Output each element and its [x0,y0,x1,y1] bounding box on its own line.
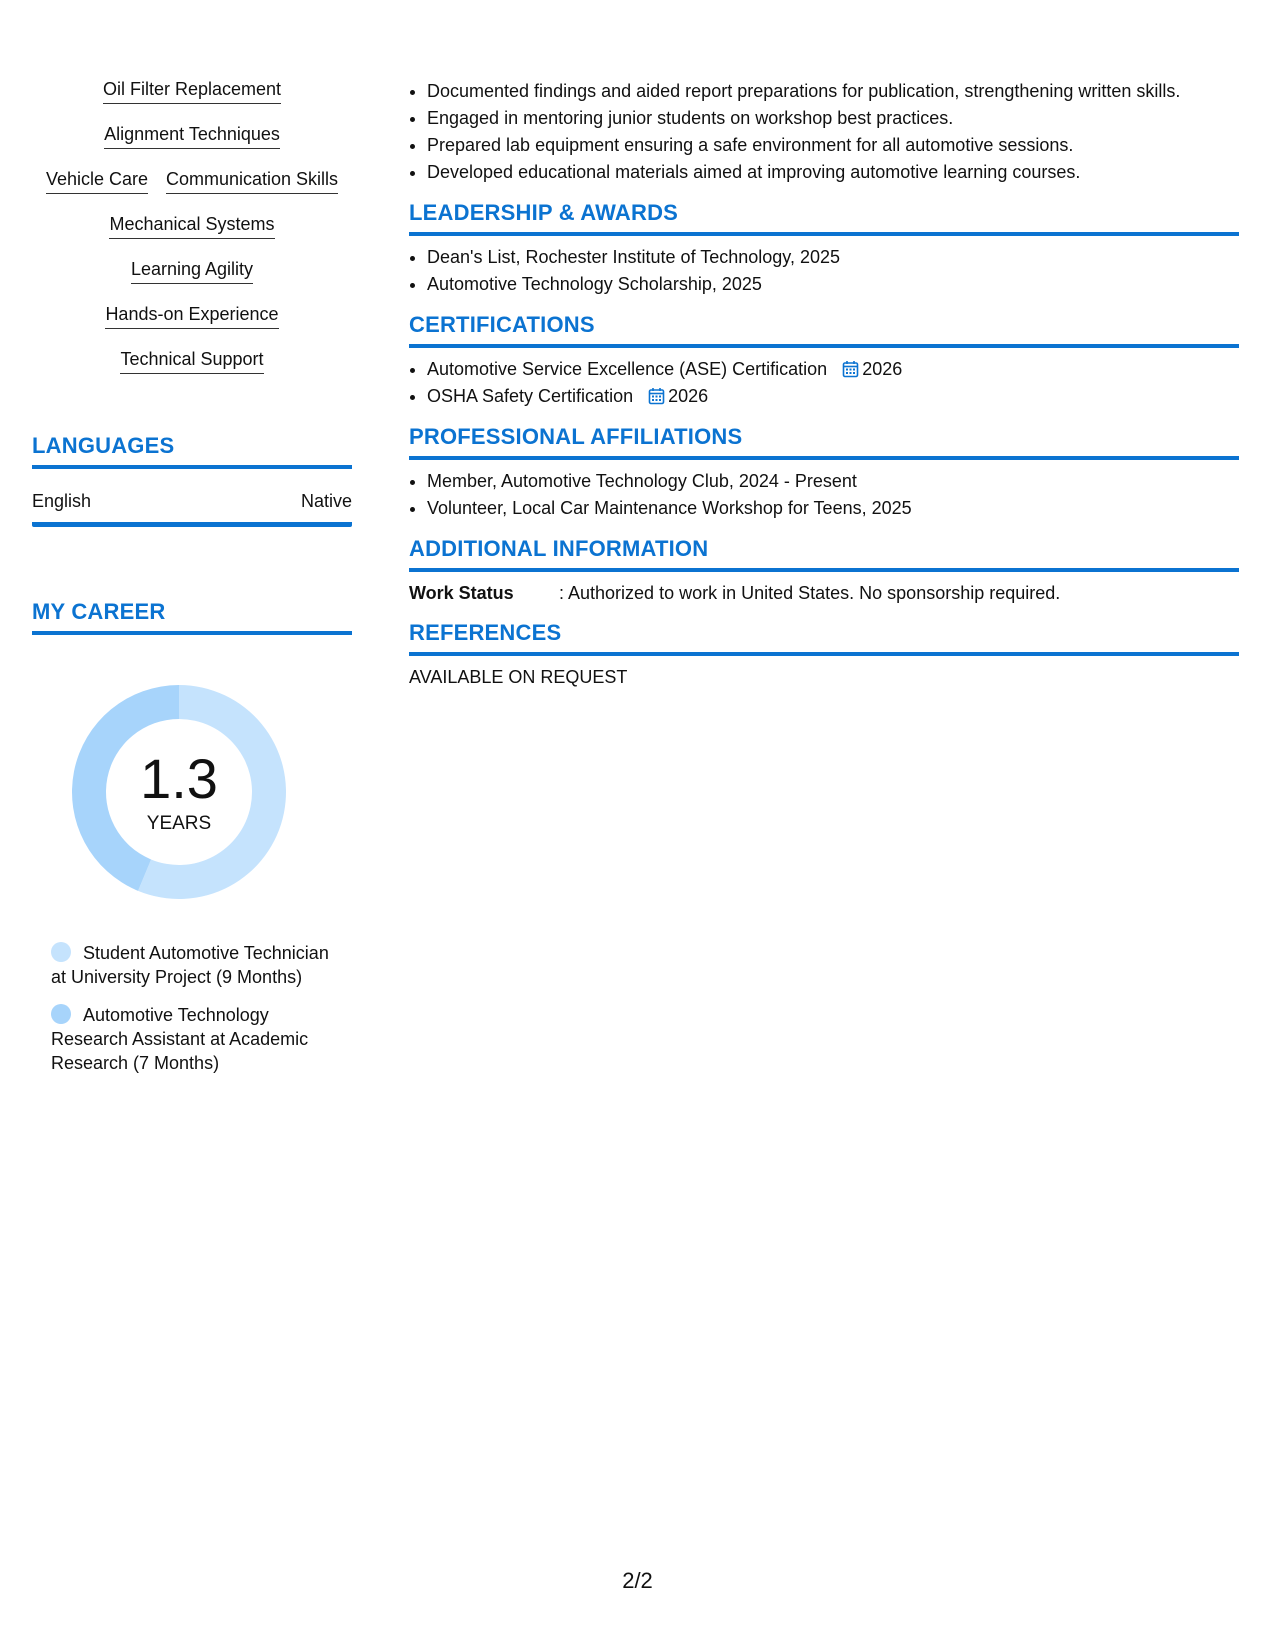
experience-bullet: • Prepared lab equipment ensuring a safe environment for all automotive sessions. [427,132,1239,159]
additional-info-heading: ADDITIONAL INFORMATION [409,536,1239,572]
leadership-heading: LEADERSHIP & AWARDS [409,200,1239,236]
skills-row [32,123,352,168]
references-heading: REFERENCES [409,620,1239,656]
languages-section [32,433,352,527]
language-name: English [32,491,92,511]
skills-row [32,78,352,123]
skill-tag: Vehicle Care [46,168,148,194]
calendar-icon [648,387,665,405]
references-text: AVAILABLE ON REQUEST [409,667,628,687]
leadership-item: • Automotive Technology Scholarship, 2025 [427,271,1239,298]
career-section [32,599,352,1075]
language-row [32,491,352,527]
skill-tag: Learning Agility [131,258,253,284]
skill-tag: Communication Skills [166,168,338,194]
legend-dot-student-technician [51,942,71,962]
legend-dot-research-assistant [51,1004,71,1024]
left-column [32,78,352,1089]
legend-label: Automotive Technology Research Assistant at Academic Research (7 Months) [51,1005,309,1073]
work-status-label: Work Status [409,583,514,603]
certification-name: OSHA Safety Certification [427,386,634,406]
affiliation-item: • Member, Automotive Technology Club, 2024 - Present [427,468,1239,495]
skill-tag: Oil Filter Replacement [103,78,281,104]
certifications-section [409,312,1239,410]
certification-item [427,356,1239,383]
legend-item [51,1003,341,1075]
certification-year: 2026 [668,386,709,406]
leadership-item: • Dean's List, Rochester Institute of Technology, 2025 [427,244,1239,271]
skill-tag: Hands-on Experience [105,303,278,329]
career-donut-chart [66,679,292,905]
certification-item [427,383,1239,410]
experience-bullet: • Developed educational materials aimed at improving automotive learning courses. [427,159,1239,186]
leadership-section [409,200,1239,298]
skills-row [32,213,352,258]
affiliations-section [409,424,1239,522]
career-legend [51,941,341,1075]
skills-list [32,78,352,393]
career-total-years: 1.3 [140,747,218,810]
experience-bullets [409,78,1239,186]
leadership-list [409,244,1239,298]
skills-row [32,168,352,213]
references-section [409,620,1239,690]
experience-bullet: • Documented findings and aided report preparations for publication, strengthening written skills. [427,78,1239,105]
career-total-unit: YEARS [146,813,212,834]
calendar-icon [842,360,859,378]
affiliations-heading: PROFESSIONAL AFFILIATIONS [409,424,1239,460]
language-level: Native [300,491,352,511]
certification-year: 2026 [862,359,903,379]
legend-item [51,941,341,989]
experience-bullet: • Engaged in mentoring junior students on workshop best practices. [427,105,1239,132]
certifications-list [409,356,1239,410]
work-status-value: : Authorized to work in United States. No sponsorship required. [559,583,1061,603]
donut-center [66,679,292,905]
right-column [409,78,1239,690]
skill-tag: Alignment Techniques [104,123,280,149]
work-status-row [409,580,1239,606]
additional-info-section [409,536,1239,606]
career-heading: MY CAREER [32,599,352,635]
certification-name: Automotive Service Excellence (ASE) Certification [427,359,828,379]
skills-row [32,348,352,393]
skills-row [32,303,352,348]
skill-tag: Technical Support [120,348,263,374]
affiliations-list [409,468,1239,522]
skills-row [32,258,352,303]
legend-label: Student Automotive Technician at University Project (9 Months) [51,943,329,987]
page-number: 2/2 [622,1568,653,1593]
certifications-heading: CERTIFICATIONS [409,312,1239,348]
skill-tag: Mechanical Systems [109,213,274,239]
languages-heading: LANGUAGES [32,433,352,469]
affiliation-item: • Volunteer, Local Car Maintenance Workshop for Teens, 2025 [427,495,1239,522]
